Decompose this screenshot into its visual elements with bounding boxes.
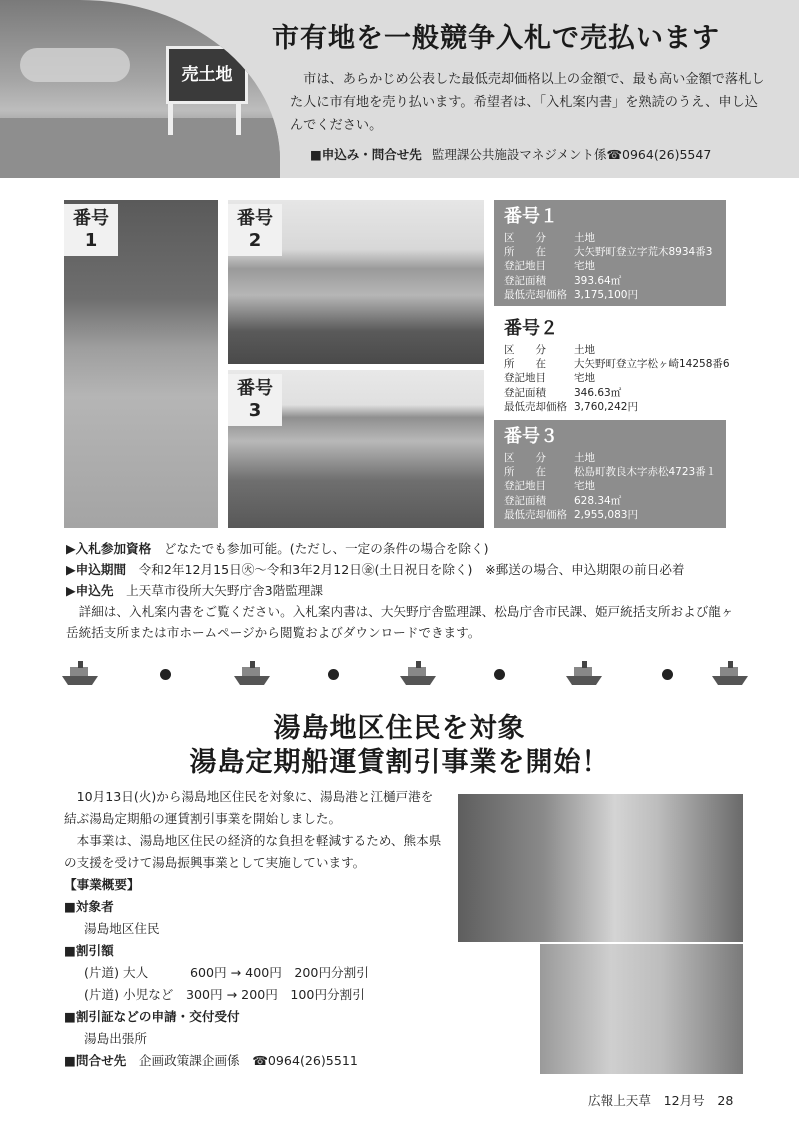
discount-heading: ■割引額 xyxy=(64,943,114,958)
ship-icon xyxy=(60,658,100,688)
row-value: 土地 xyxy=(574,452,595,464)
property-row xyxy=(504,400,716,414)
row-key: 登記地目 xyxy=(504,372,546,385)
photo-label-3: 番号 3 xyxy=(228,374,282,426)
discount-child: (片道) 小児など 300円 → 200円 100円分割引 xyxy=(84,987,365,1002)
row-key: 区 分 xyxy=(504,452,546,464)
row-value: 3,175,100円 xyxy=(574,288,638,301)
property-row xyxy=(504,231,716,245)
property-box-1 xyxy=(494,200,726,306)
contact-line-2 xyxy=(64,1050,444,1072)
property-title: 番号２ xyxy=(504,318,558,339)
property-box-3 xyxy=(494,420,726,528)
discount-adult: (片道) 大人 600円 → 400円 200円分割引 xyxy=(84,965,369,980)
elderly-man-photo xyxy=(540,944,743,1074)
info-destination xyxy=(66,580,323,599)
property-row xyxy=(504,274,716,288)
for-sale-sign xyxy=(166,46,248,104)
property-row xyxy=(504,508,716,522)
property-row xyxy=(504,343,716,357)
intro-text: 市は、あらかじめ公表した最低売却価格以上の金額で、最も高い金額で落札した人に市有地を売り払います。希望者は、「入札案内書」を熟読のうえ、申し込んでください。 xyxy=(290,72,765,133)
photo-label-1: 番号 1 xyxy=(64,204,118,256)
row-value: 土地 xyxy=(574,344,595,356)
row-value: 宅地 xyxy=(574,480,595,493)
row-key: 最低売却価格 xyxy=(504,508,567,521)
row-key: 区 分 xyxy=(504,344,546,356)
row-value: 2,955,083円 xyxy=(574,508,638,521)
property-row xyxy=(504,494,716,508)
contact-line xyxy=(310,145,711,163)
contact-label: ■申込み・問合せ先 xyxy=(310,147,422,162)
ship-icon xyxy=(398,658,438,688)
contact-value-2: 企画政策課企画係 ☎0964(26)5511 xyxy=(138,1053,358,1068)
property-row xyxy=(504,479,716,493)
row-value: 松島町教良木字赤松4723番１ xyxy=(574,466,717,479)
row-key: 最低売却価格 xyxy=(504,400,567,413)
dot-icon xyxy=(160,669,171,680)
ship-icon xyxy=(564,658,604,688)
page-footer: 広報上天草 12月号 28 xyxy=(588,1093,734,1108)
ship-icon xyxy=(232,658,272,688)
target-heading: ■対象者 xyxy=(64,899,114,914)
row-value: 346.63㎡ xyxy=(574,386,622,399)
dot-icon xyxy=(328,669,339,680)
row-value: 大矢野町登立字荒木8934番3 xyxy=(574,246,713,259)
property-row xyxy=(504,465,716,479)
row-value: 宅地 xyxy=(574,260,595,273)
info-label: ▶申込期間 xyxy=(66,562,127,577)
contact-value: 監理課公共施設マネジメント係☎0964(26)5547 xyxy=(431,147,712,162)
apply-value: 湯島出張所 xyxy=(84,1031,147,1046)
dot-icon xyxy=(494,669,505,680)
ferry-passengers-photo xyxy=(458,794,743,942)
property-row xyxy=(504,288,716,302)
info-value: 令和2年12月15日㊋～令和3年2月12日㊎(土日祝日を除く) ※郵送の場合、申込期限の前日必着 xyxy=(138,562,685,577)
property-box-2 xyxy=(494,312,730,416)
info-label: ▶申込先 xyxy=(66,583,114,598)
apply-heading: ■割引証などの申請・交付受付 xyxy=(64,1009,240,1024)
property-row xyxy=(504,245,716,259)
section2-title-line2: 湯島定期船運賃割引事業を開始！ xyxy=(189,747,610,778)
property-title: 番号１ xyxy=(504,206,558,227)
lead-paragraph-1: 10月13日(火)から湯島地区住民を対象に、湯島港と江樋戸港を結ぶ湯島定期船の運賃割引事業を開始しました。 xyxy=(64,789,434,826)
row-value: 土地 xyxy=(574,232,595,244)
info-label: ▶入札参加資格 xyxy=(66,541,152,556)
info-eligibility xyxy=(66,538,489,557)
dot-icon xyxy=(662,669,673,680)
row-value: 宅地 xyxy=(574,372,595,385)
row-value: 大矢野町登立字松ヶ崎14258番6 xyxy=(574,358,730,371)
photo-label-2: 番号 2 xyxy=(228,204,282,256)
section2-body xyxy=(64,786,444,1072)
row-key: 登記面積 xyxy=(504,274,546,287)
property-row xyxy=(504,451,716,465)
ship-divider xyxy=(60,652,750,698)
info-value: 上天草市役所大矢野庁舎3階監理課 xyxy=(126,583,323,598)
property-title: 番号３ xyxy=(504,426,558,447)
row-value: 393.64㎡ xyxy=(574,274,622,287)
info-period xyxy=(66,559,685,578)
row-key: 登記面積 xyxy=(504,494,546,507)
lead-paragraph-2: 本事業は、湯島地区住民の経済的な負担を軽減するため、熊本県の支援を受けて湯島振興事業として実施しています。 xyxy=(64,833,442,870)
row-key: 所 在 xyxy=(504,358,546,371)
page-title: 市有地を一般競争入札で売払います xyxy=(272,23,720,54)
ship-icon xyxy=(710,658,750,688)
property-row xyxy=(504,386,716,400)
cloud-shape xyxy=(20,48,130,82)
sign-text: 売土地 xyxy=(181,65,233,85)
summary-heading: 【事業概要】 xyxy=(64,877,140,892)
row-key: 登記地目 xyxy=(504,480,546,493)
info-value: どなたでも参加可能。(ただし、一定の条件の場合を除く) xyxy=(163,541,489,556)
row-key: 所 在 xyxy=(504,246,546,259)
property-row xyxy=(504,357,730,371)
contact-label-2: ■問合せ先 xyxy=(64,1053,127,1068)
row-key: 登記地目 xyxy=(504,260,546,273)
row-key: 最低売却価格 xyxy=(504,288,567,301)
section2-title-line1: 湯島地区住民を対象 xyxy=(273,713,526,744)
property-row xyxy=(504,371,716,385)
target-value: 湯島地区住民 xyxy=(84,921,160,936)
info-paragraph: 詳細は、入札案内書をご覧ください。入札案内書は、大矢野庁舎監理課、松島庁舎市民課、姫戸統括支所および龍ヶ岳統括支所または市ホームページから閲覧およびダウンロードできます。 xyxy=(66,604,734,640)
row-value: 3,760,242円 xyxy=(574,400,638,413)
row-key: 区 分 xyxy=(504,232,546,244)
row-key: 登記面積 xyxy=(504,386,546,399)
row-value: 628.34㎡ xyxy=(574,494,622,507)
property-row xyxy=(504,259,716,273)
row-key: 所 在 xyxy=(504,466,546,479)
